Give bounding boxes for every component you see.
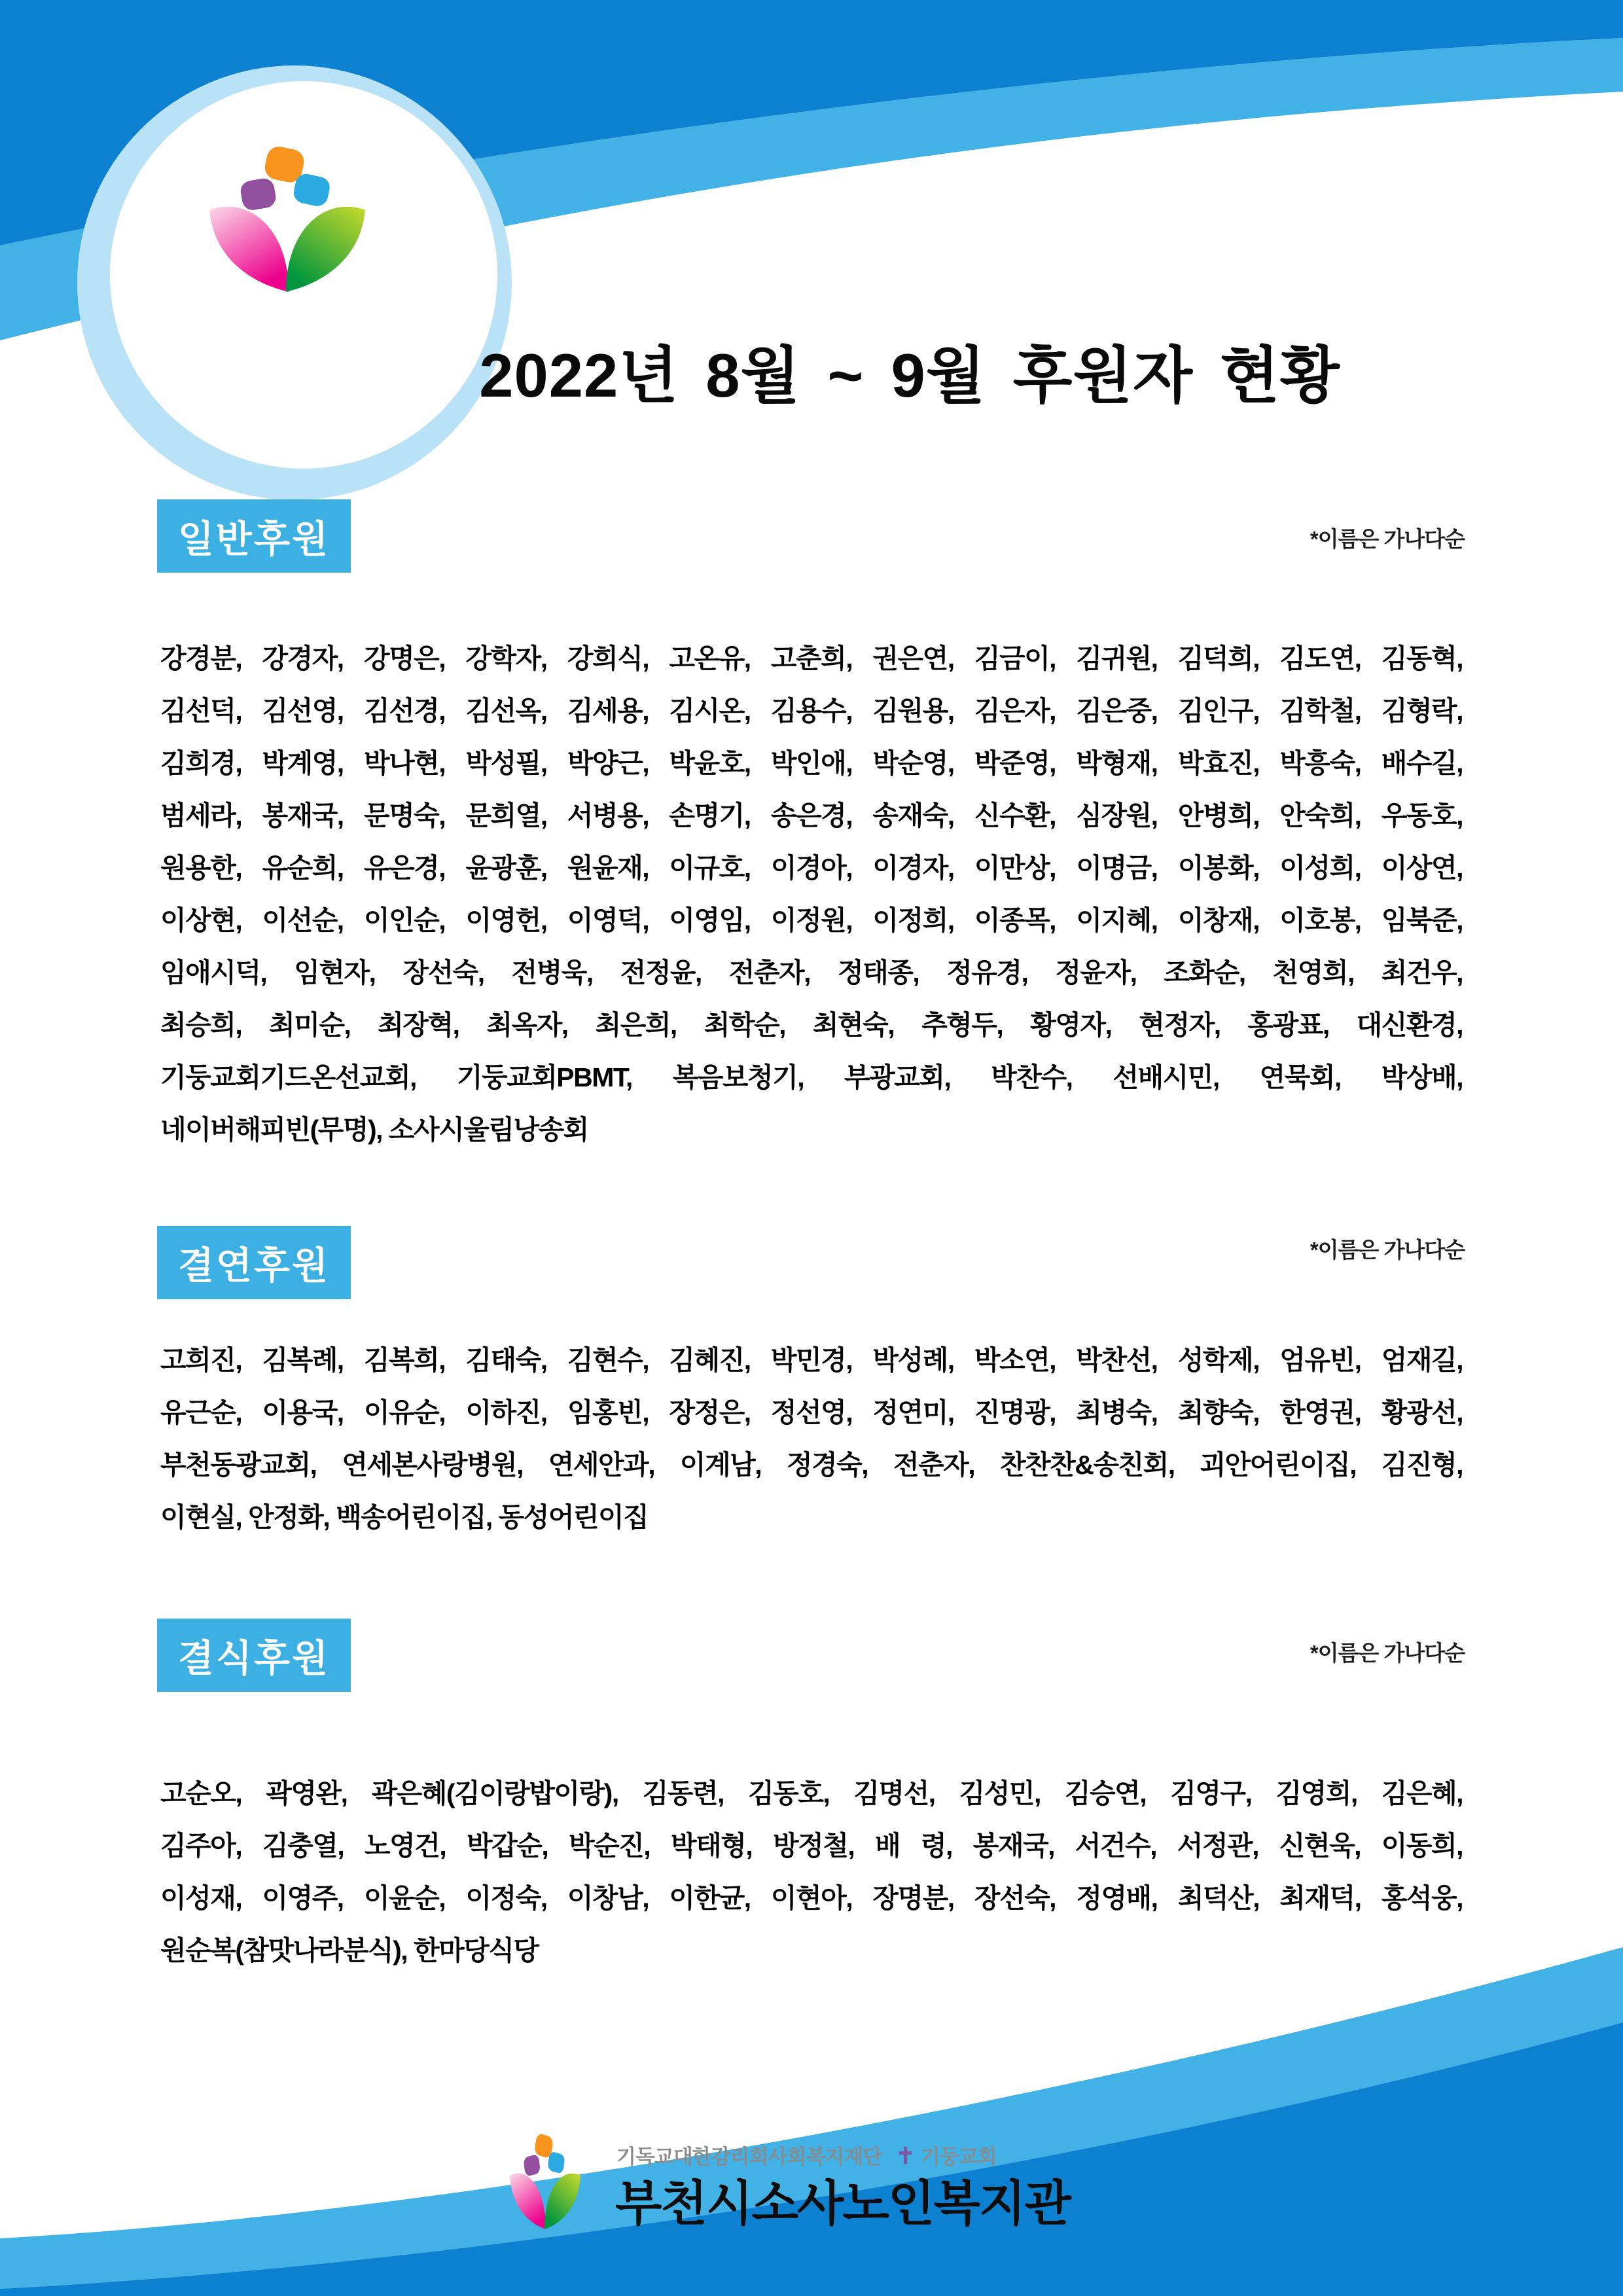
donor-line: 김선덕, 김선영, 김선경, 김선옥, 김세용, 김시온, 김용수, 김원용, 김은자, 김은중, 김인구, 김학철, 김형락, [160,696,1463,726]
foundation-name: 기독교대한감리회사회복지재단 [616,2145,882,2168]
donor-line: 부천동광교회, 연세본사랑병원, 연세안과, 이계남, 정경숙, 전춘자, 찬찬찬&송친회, 괴안어린이집, 김진형, [160,1450,1463,1480]
general-sponsor-name-list [160,632,1463,1156]
section-header-general-sponsorship [157,499,351,573]
alphabetical-order-note: *이름은 가나다순 [1310,1238,1465,1262]
donor-line: 범세라, 봉재국, 문명숙, 문희열, 서병용, 손명기, 송은경, 송재숙, 신수환, 심장원, 안병희, 안숙희, 우동호, [160,800,1463,831]
footer-swoosh [0,1947,1623,2296]
donor-line: 김주아, 김충열, 노영건, 박갑순, 박순진, 박태형, 방정철, 배 령, 봉재국, 서건수, 서정관, 신현욱, 이동희, [160,1831,1463,1861]
donor-line: 최승희, 최미순, 최장혁, 최옥자, 최은희, 최학순, 최현숙, 추형두, 황영자, 현정자, 홍광표, 대신환경, [160,1010,1463,1040]
donor-line: 고희진, 김복례, 김복희, 김태숙, 김현수, 김혜진, 박민경, 박성례, 박소연, 박찬선, 성학제, 엄유빈, 엄재길, [160,1345,1463,1375]
welfare-center-name: 부천시소사노인복지관 [615,2176,1070,2231]
church-name: 기둥교회 [920,2145,997,2168]
donor-line: 고순오, 곽영완, 곽은혜(김이랑밥이랑), 김동련, 김동호, 김명선, 김성민, 김승연, 김영구, 김영희, 김은혜, [160,1778,1463,1808]
section-header-affiliation-sponsorship [157,1226,351,1299]
donor-line: 원순복(참맛나라분식), 한마당식당 [160,1935,539,1965]
donor-line: 이성재, 이영주, 이윤순, 이정숙, 이창남, 이한균, 이현아, 장명분, 장선숙, 정영배, 최덕산, 최재덕, 홍석웅, [160,1883,1463,1913]
donor-line: 이현실, 안정화, 백송어린이집, 동성어린이집 [160,1502,649,1532]
donor-line: 강경분, 강경자, 강명은, 강학자, 강희식, 고온유, 고춘희, 권은연, 김금이, 김귀원, 김덕희, 김도연, 김동혁, [160,643,1463,673]
alphabetical-order-note: *이름은 가나다순 [1310,1641,1465,1665]
donor-line: 김희경, 박계영, 박나현, 박성필, 박양근, 박윤호, 박인애, 박순영, 박준영, 박형재, 박효진, 박흥숙, 배수길, [160,748,1463,778]
donor-line: 유근순, 이용국, 이유순, 이하진, 임홍빈, 장정은, 정선영, 정연미, 진명광, 최병숙, 최향숙, 한영권, 황광선, [160,1397,1463,1427]
cross-icon: ✝ [895,2144,915,2169]
section-header-meal-sponsorship [157,1619,351,1692]
section-label: 결연후원 [177,1245,330,1287]
donor-line: 임애시덕, 임현자, 장선숙, 전병욱, 전정윤, 전춘자, 정태종, 정유경, 정윤자, 조화순, 천영희, 최건우, [160,958,1463,988]
meal-sponsor-name-list [160,1767,1463,1977]
donor-line: 네이버해피빈(무명), 소사시울림낭송회 [160,1115,588,1145]
donor-line: 기둥교회기드온선교회, 기둥교회PBMT, 복음보청기, 부광교회, 박찬수, 선배시민, 연묵회, 박상배, [160,1062,1463,1092]
section-label: 결식후원 [177,1638,330,1679]
page-title: 2022년 8월 ~ 9월 후원자 현황 [479,341,1340,410]
alphabetical-order-note: *이름은 가나다순 [1310,527,1465,551]
section-label: 일반후원 [177,518,330,560]
donor-line: 이상현, 이선순, 이인순, 이영헌, 이영덕, 이영임, 이정원, 이정희, 이종목, 이지혜, 이창재, 이호봉, 임북준, [160,905,1463,935]
donor-line: 원용한, 유순희, 유은경, 윤광훈, 원윤재, 이규호, 이경아, 이경자, 이만상, 이명금, 이봉화, 이성희, 이상연, [160,853,1463,883]
affiliation-sponsor-name-list [160,1334,1463,1543]
